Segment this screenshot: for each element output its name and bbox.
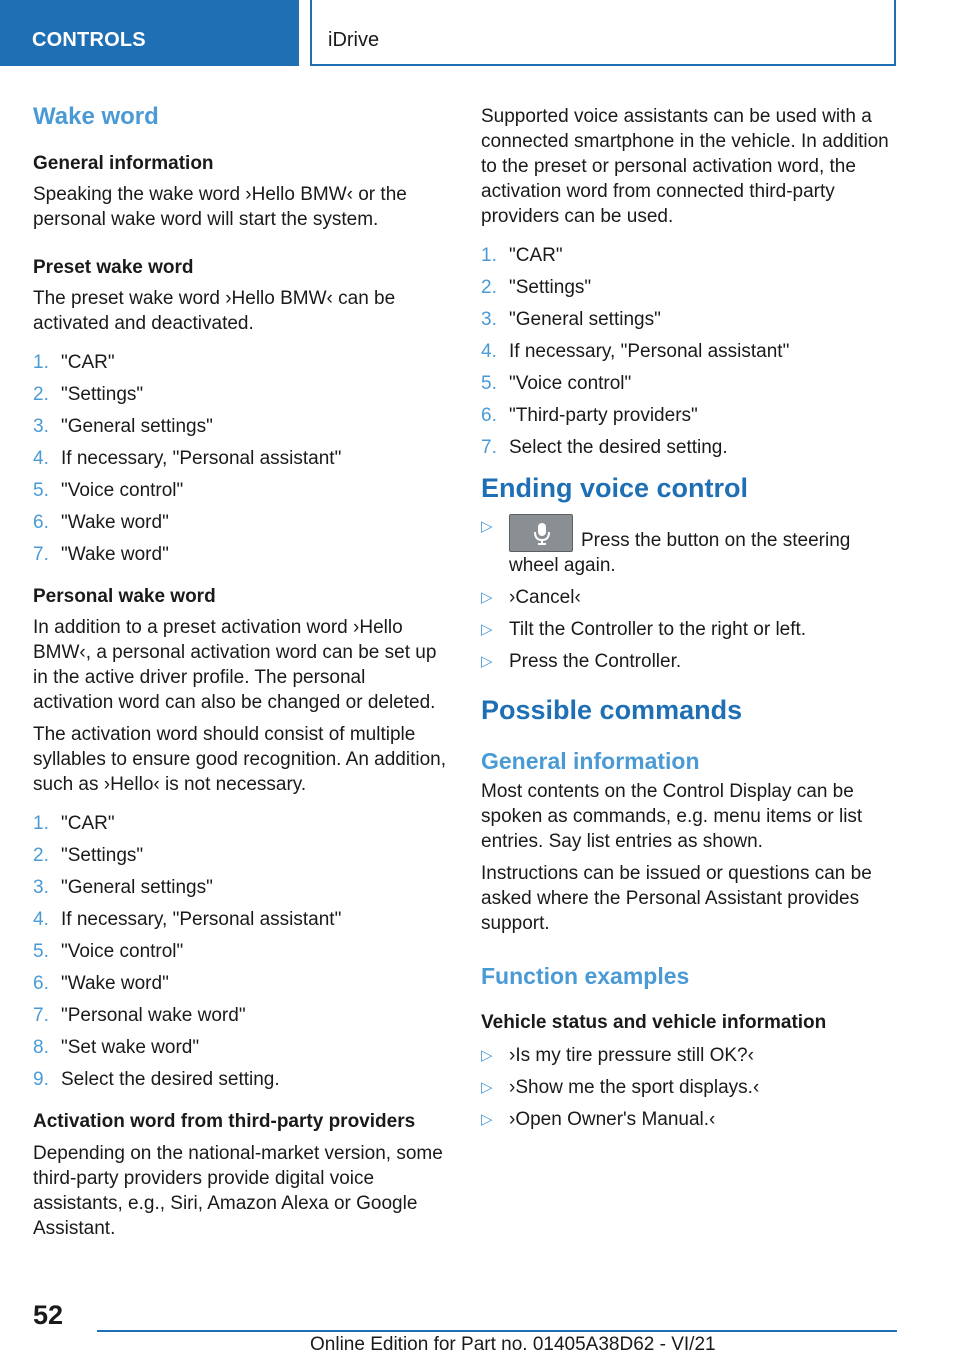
step-number: 3. (481, 309, 497, 330)
triangle-right-icon: ▷ (481, 653, 493, 670)
step-number: 5. (481, 373, 497, 394)
step-item (33, 1067, 449, 1092)
step-item (33, 939, 449, 964)
step-item (33, 1035, 449, 1060)
page-number: 52 (33, 1300, 64, 1330)
step-text: "CAR" (61, 352, 115, 373)
triangle-right-icon: ▷ (481, 518, 493, 535)
step-number: 5. (33, 941, 49, 962)
ending-first-text: Press the button on the steering wheel again. (509, 530, 851, 576)
list-item-text: ›Is my tire pressure still OK?‹ (509, 1045, 754, 1066)
microphone-icon (532, 522, 552, 546)
step-item (33, 542, 449, 567)
list-item-text: Tilt the Controller to the right or left. (509, 619, 807, 640)
step-item (33, 843, 449, 868)
step-item (33, 446, 449, 471)
step-number: 6. (33, 512, 49, 533)
list-item (481, 617, 901, 642)
list-item (481, 649, 901, 674)
step-text: "Personal wake word" (61, 1005, 246, 1026)
vehicle-status-heading: Vehicle status and vehicle information (481, 1012, 827, 1033)
step-item (33, 414, 449, 439)
microphone-button-icon (509, 514, 573, 552)
step-number: 6. (33, 973, 49, 994)
step-number: 3. (33, 877, 49, 898)
step-text: "Wake word" (61, 512, 169, 533)
step-text: "Third-party providers" (509, 405, 698, 426)
list-item (481, 585, 901, 610)
section-tab (0, 0, 299, 66)
step-number: 5. (33, 480, 49, 501)
step-text: If necessary, "Personal assistant" (509, 341, 790, 362)
list-item-text: Press the Controller. (509, 651, 682, 672)
step-number: 4. (33, 909, 49, 930)
footer-divider (97, 1330, 897, 1332)
step-text: "General settings" (61, 877, 213, 898)
list-item (481, 514, 901, 578)
edition-text: Online Edition for Part no. 01405A38D62 - VI/21 (310, 1334, 716, 1355)
general-info-heading: General information (33, 153, 214, 174)
commands-text: Most contents on the Control Display can be spoken as commands, e.g. menu items or list entries. Say list entries as shown. (481, 781, 863, 852)
step-text: "CAR" (61, 813, 115, 834)
commands-general-info-heading: General information (481, 748, 700, 774)
general-info-text: Speaking the wake word ›Hello BMW‹ or the personal wake word will start the system. (33, 184, 407, 230)
step-item (33, 971, 449, 996)
step-number: 7. (481, 437, 497, 458)
list-item-text: ›Show me the sport displays.‹ (509, 1077, 760, 1098)
preset-wake-word-heading: Preset wake word (33, 257, 194, 278)
personal-steps-list (33, 811, 449, 1092)
step-item (481, 435, 901, 460)
list-item (481, 1075, 901, 1100)
section-label: CONTROLS (32, 29, 146, 51)
step-item (481, 339, 901, 364)
function-examples-heading: Function examples (481, 963, 690, 989)
triangle-right-icon: ▷ (481, 621, 493, 638)
step-number: 7. (33, 544, 49, 565)
step-text: "Wake word" (61, 973, 169, 994)
step-item (33, 907, 449, 932)
possible-commands-heading: Possible commands (481, 695, 743, 725)
step-item (481, 307, 901, 332)
wake-word-heading: Wake word (33, 103, 159, 130)
step-number: 2. (481, 277, 497, 298)
ending-voice-control-heading: Ending voice control (481, 473, 749, 503)
triangle-right-icon: ▷ (481, 1111, 493, 1128)
third-party-heading: Activation word from third-party providers (33, 1111, 416, 1132)
assistants-intro-text: Supported voice assistants can be used with a connected smartphone in the vehicle. In addition to the preset or personal activation word, the activation word from connected third-party providers can be used. (481, 106, 889, 227)
list-item-text: ›Open Owner's Manual.‹ (509, 1109, 716, 1130)
ending-voice-control-list (481, 514, 901, 674)
step-item (33, 510, 449, 535)
third-party-steps-list (481, 243, 901, 460)
step-text: If necessary, "Personal assistant" (61, 448, 342, 469)
step-text: "Settings" (61, 384, 144, 405)
chapter-label: iDrive (328, 29, 380, 51)
commands-support-text: Instructions can be issued or questions can be asked where the Personal Assistant provides support. (481, 863, 872, 934)
left-column (33, 100, 449, 1241)
step-item (33, 1003, 449, 1028)
right-column (481, 100, 901, 1139)
step-number: 2. (33, 845, 49, 866)
step-text: "Voice control" (61, 480, 184, 501)
list-item (481, 1107, 901, 1132)
step-number: 1. (33, 813, 49, 834)
step-text: "CAR" (509, 245, 563, 266)
preset-steps-list (33, 350, 449, 567)
step-item (33, 350, 449, 375)
step-number: 6. (481, 405, 497, 426)
step-item (481, 371, 901, 396)
step-item (481, 243, 901, 268)
triangle-right-icon: ▷ (481, 589, 493, 606)
list-item-text: ›Cancel‹ (509, 587, 581, 608)
step-text: "Voice control" (509, 373, 632, 394)
step-text: Select the desired setting. (61, 1069, 280, 1090)
step-text: "General settings" (61, 416, 213, 437)
step-number: 9. (33, 1069, 49, 1090)
step-number: 7. (33, 1005, 49, 1026)
step-text: Select the desired setting. (509, 437, 728, 458)
preset-wake-word-text: The preset wake word ›Hello BMW‹ can be activated and deactivated. (33, 288, 396, 334)
step-text: "Wake word" (61, 544, 169, 565)
step-item (33, 382, 449, 407)
step-number: 2. (33, 384, 49, 405)
step-text: "Settings" (61, 845, 144, 866)
personal-wake-word-heading: Personal wake word (33, 586, 216, 607)
triangle-right-icon: ▷ (481, 1047, 493, 1064)
step-item (481, 403, 901, 428)
step-text: "General settings" (509, 309, 661, 330)
third-party-text: Depending on the national-market version, some third-party providers provide digital voice assistants, e.g., Siri, Amazon Alexa or Google Assistant. (33, 1143, 443, 1239)
step-number: 1. (481, 245, 497, 266)
personal-wake-word-text: In addition to a preset activation word ›Hello BMW‹, a personal activation word can be set up in the active driver profile. The personal activation word can also be changed or deleted. (33, 617, 437, 713)
vehicle-status-list (481, 1043, 901, 1132)
step-item (481, 275, 901, 300)
step-number: 1. (33, 352, 49, 373)
step-number: 4. (481, 341, 497, 362)
step-item (33, 478, 449, 503)
step-item (33, 811, 449, 836)
step-number: 3. (33, 416, 49, 437)
chapter-tab (310, 0, 896, 66)
step-text: "Settings" (509, 277, 592, 298)
step-item (33, 875, 449, 900)
personal-wake-word-note: The activation word should consist of multiple syllables to ensure good recognition. An addition, such as ›Hello‹ is not necessary. (33, 724, 446, 795)
list-item (481, 1043, 901, 1068)
step-number: 8. (33, 1037, 49, 1058)
triangle-right-icon: ▷ (481, 1079, 493, 1096)
step-text: "Voice control" (61, 941, 184, 962)
step-number: 4. (33, 448, 49, 469)
step-text: If necessary, "Personal assistant" (61, 909, 342, 930)
step-text: "Set wake word" (61, 1037, 200, 1058)
page-header (0, 0, 960, 66)
